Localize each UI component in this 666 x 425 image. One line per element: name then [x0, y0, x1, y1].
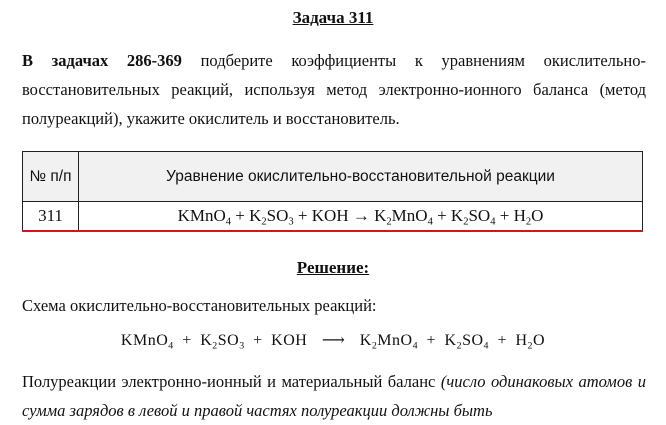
task-range: В задачах 286-369 [22, 51, 182, 70]
half-reactions-text: Полуреакции электронно-ионный и материальный баланс [22, 372, 436, 391]
half-reactions-note: (число одинаковых атомов и сумма зарядов в левой и правой частях полуреакции должны быть [22, 372, 646, 420]
reaction-scheme: KMnO$_4$ + $K_2SO_3$ + KOH ⟶ $K_2MnO_4 + K_2SO_4 + H_2O$ [120, 332, 546, 352]
col-equation-header: Уравнение окислительно-восстановительной реакции [79, 152, 643, 202]
col-number-header: № п/п [23, 152, 79, 202]
long-arrow-icon: ⟶ [321, 332, 346, 349]
task-table [22, 151, 643, 232]
task-text: подберите коэффициенты к уравнениям окислительно-восстановительных реакций, используя метод электронно-ионного баланса (метод полуреакций), укажите окислитель и восстановитель. [22, 51, 646, 128]
scheme-label: Схема окислительно-восстановительных реакций: [22, 296, 377, 315]
half-reactions-paragraph [22, 367, 646, 425]
row-number: 311 [23, 202, 79, 232]
table-row [23, 202, 643, 232]
solution-heading: Решение: [296, 258, 370, 277]
task-title: Задача 311 [292, 8, 374, 27]
task-description [22, 46, 646, 133]
reaction-equation: KMnO$_4$ + $K_2SO_3$ + KOH → $K_2MnO_4 + K_2SO_4 + H_2O$ [79, 202, 643, 232]
table-header-row [23, 152, 643, 202]
